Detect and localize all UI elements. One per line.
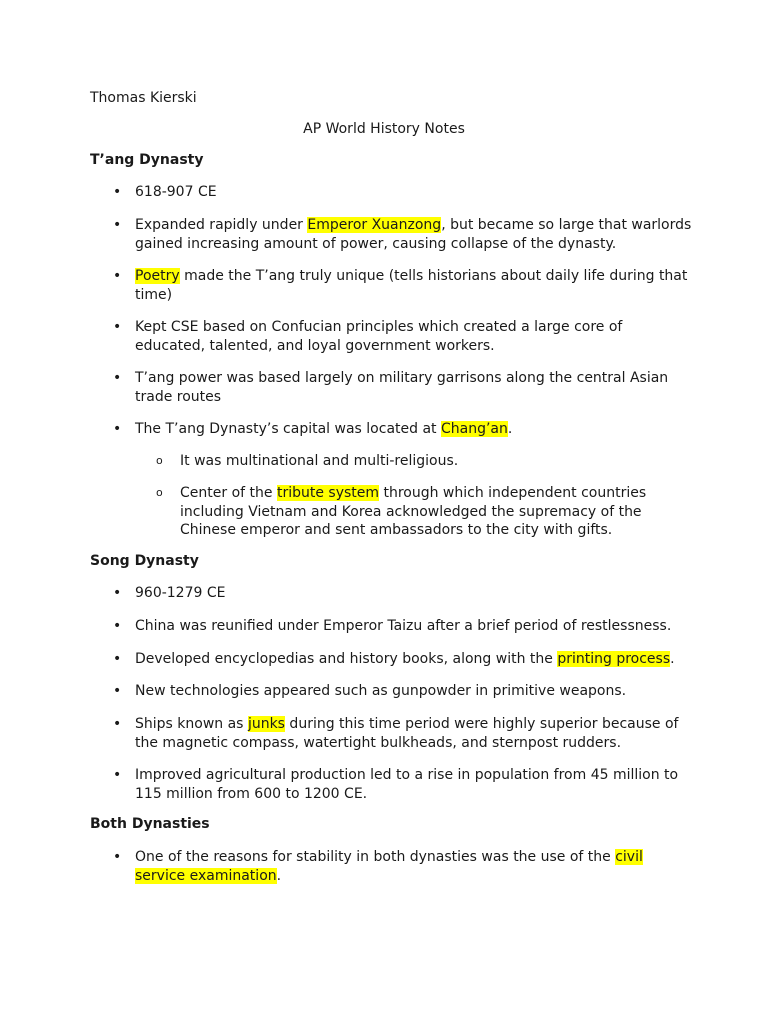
song-heading: Song Dynasty — [90, 553, 199, 569]
tang-bullet-capital: • The T’ang Dynasty’s capital was located at Chang’an. — [135, 420, 695, 439]
tang-bullet-expansion: • Expanded rapidly under Emperor Xuanzong, but became so large that warlords gained increasing amount of power, causing collapse of the dynasty. — [135, 216, 695, 253]
tang-heading: T’ang Dynasty — [90, 152, 204, 168]
both-heading: Both Dynasties — [90, 816, 210, 832]
document-title: AP World History Notes — [303, 121, 465, 137]
song-bullet-printing: • Developed encyclopedias and history books, along with the printing process. — [135, 650, 695, 669]
tang-bullet-cse: • Kept CSE based on Confucian principles which created a large core of educated, talented, and loyal government workers. — [135, 318, 695, 355]
highlight-civil-service: civil service examination — [135, 849, 643, 884]
song-bullet-agriculture: • Improved agricultural production led to a rise in population from 45 million to 115 million from 600 to 1200 CE. — [135, 766, 695, 803]
highlight-poetry: Poetry — [135, 268, 180, 284]
tang-bullet-dates: • 618-907 CE — [135, 183, 695, 202]
tang-bullet-poetry: • Poetry made the T’ang truly unique (tells historians about daily life during that time) — [135, 267, 695, 304]
song-bullet-dates: • 960-1279 CE — [135, 584, 695, 603]
highlight-emperor-xuanzong: Emperor Xuanzong — [307, 217, 442, 233]
tang-bullet-garrisons: • T’ang power was based largely on military garrisons along the central Asian trade routes — [135, 369, 695, 406]
song-bullet-gunpowder: • New technologies appeared such as gunpowder in primitive weapons. — [135, 682, 695, 701]
highlight-junks: junks — [247, 716, 285, 732]
both-bullet-civil-service: • One of the reasons for stability in both dynasties was the use of the civil service examination. — [135, 848, 695, 885]
tang-subbullet-multinational: o It was multinational and multi-religious. — [180, 452, 700, 471]
song-bullet-reunified: • China was reunified under Emperor Taizu after a brief period of restlessness. — [135, 617, 695, 636]
highlight-tribute-system: tribute system — [276, 485, 380, 501]
song-bullet-junks: • Ships known as junks during this time period were highly superior because of the magnetic compass, watertight bulkheads, and sternpost rudders. — [135, 715, 695, 752]
author-name: Thomas Kierski — [90, 90, 197, 106]
highlight-printing-process: printing process — [557, 651, 671, 667]
highlight-changan: Chang’an — [440, 421, 508, 437]
tang-subbullet-tribute: o Center of the tribute system through which independent countries including Vietnam and Korea acknowledged the supremacy of the Chinese emperor and sent ambassadors to the city with gifts. — [180, 484, 700, 540]
